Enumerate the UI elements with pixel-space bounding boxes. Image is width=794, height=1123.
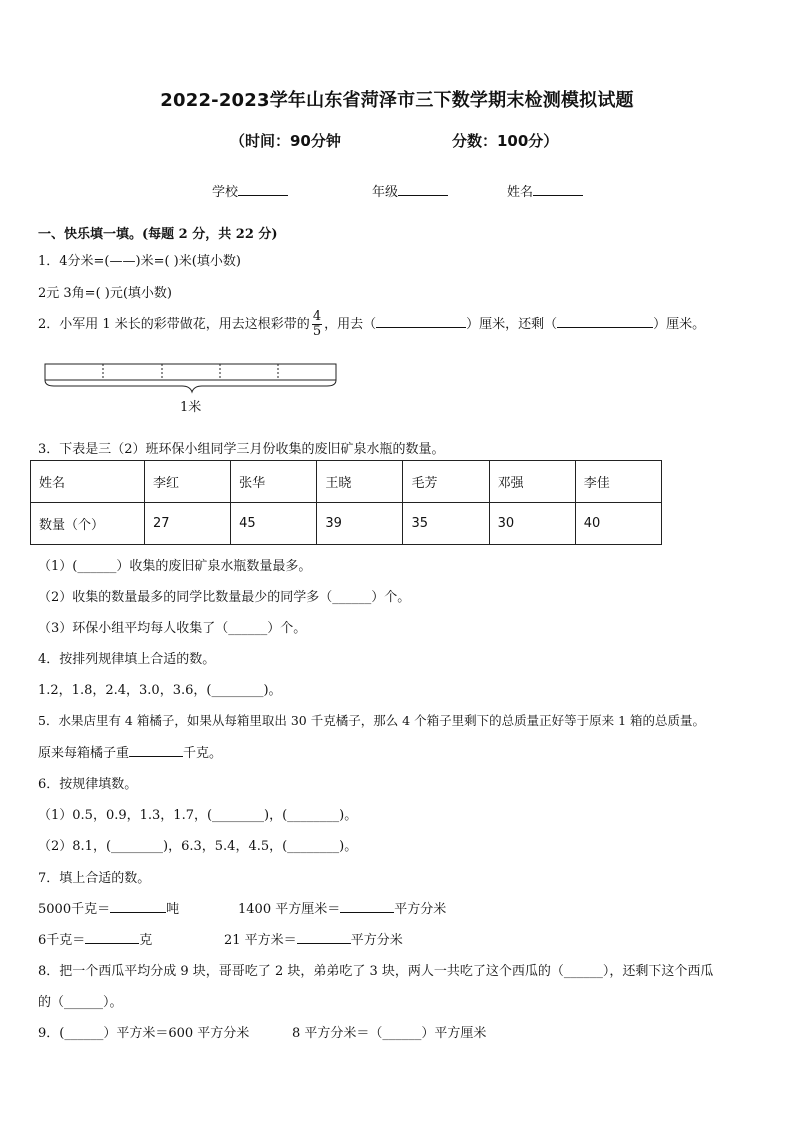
q4-line1: 4．按排列规律填上合适的数。 [38, 652, 216, 667]
table-row [31, 461, 662, 503]
name-blank[interactable] [533, 183, 583, 196]
ribbon-dividers [103, 364, 278, 380]
page-title: 2022-2023学年山东省菏泽市三下数学期末检测模拟试题 [160, 90, 634, 111]
table-cell: 姓名 [31, 461, 145, 503]
table-cell: 45 [231, 503, 317, 545]
q2-text-mid: ，用去（ [324, 317, 377, 332]
q2-blank-used[interactable] [376, 315, 466, 328]
fraction-numerator: 4 [312, 309, 322, 324]
q7-item-a [38, 898, 179, 917]
name-label: 姓名 [507, 185, 534, 200]
table-cell: 39 [317, 503, 403, 545]
table-cell: 30 [489, 503, 575, 545]
q2-text-after1: ）厘米，还剩（ [466, 317, 558, 332]
q7-d-unit: 平方分米 [350, 933, 403, 948]
fraction-denominator: 5 [312, 324, 322, 339]
school-field [212, 181, 288, 200]
school-blank[interactable] [238, 183, 288, 196]
ribbon-bar [45, 364, 336, 380]
q5-text-b: 千克。 [183, 746, 223, 761]
exam-score: 分数：100分） [452, 132, 559, 150]
q3-sub1: （1）(______）收集的废旧矿泉水瓶数量最多。 [38, 559, 312, 574]
q3-intro: 3．下表是三（2）班环保小组同学三月份收集的废旧矿泉水瓶的数量。 [38, 442, 445, 457]
section-heading: 一、快乐填一填。(每题 2 分，共 22 分) [38, 227, 278, 242]
q2-text-after2: ）厘米。 [653, 317, 706, 332]
q7-item-c [38, 929, 152, 948]
table-cell: 35 [403, 503, 489, 545]
q2-line [38, 310, 705, 339]
school-label: 学校 [212, 185, 239, 200]
table-row [31, 503, 662, 545]
q7-item-d [224, 929, 403, 948]
bottle-table [30, 460, 662, 545]
q7-d-text: 21 平方米＝ [224, 933, 297, 948]
q3-sub3: （3）环保小组平均每人收集了（______）个。 [38, 621, 307, 636]
q7-line1: 7．填上合适的数。 [38, 871, 151, 886]
q3-sub2: （2）收集的数量最多的同学比数量最少的同学多（______）个。 [38, 590, 411, 605]
q7-c-blank[interactable] [85, 931, 139, 944]
q9-part-b: 8 平方分米＝（______）平方厘米 [292, 1026, 487, 1041]
q2-text-before: 2．小军用 1 米长的彩带做花，用去这根彩带的 [38, 317, 310, 332]
table-cell: 李红 [145, 461, 231, 503]
q7-b-text: 1400 平方厘米＝ [238, 902, 341, 917]
table-cell: 27 [145, 503, 231, 545]
q7-d-blank[interactable] [297, 931, 351, 944]
exam-time: （时间：90分钟 [230, 132, 341, 150]
q7-c-text: 6千克＝ [38, 933, 86, 948]
q8-line1: 8．把一个西瓜平均分成 9 块，哥哥吃了 2 块，弟弟吃了 3 块，两人一共吃了这个西瓜的（______），还剩下这个西瓜 [38, 964, 714, 979]
table-cell: 毛芳 [403, 461, 489, 503]
q7-a-unit: 吨 [166, 902, 180, 917]
q7-c-unit: 克 [139, 933, 153, 948]
table-cell: 张华 [231, 461, 317, 503]
grade-label: 年级 [372, 185, 399, 200]
table-cell: 王晓 [317, 461, 403, 503]
q4-line2: 1.2，1.8，2.4，3.0，3.6，(________)。 [38, 683, 282, 698]
q1-line2: 2元 3角=( )元(填小数) [38, 286, 172, 301]
table-cell: 邓强 [489, 461, 575, 503]
q6-line2: （1）0.5，0.9，1.3，1.7，(________)，(________)。 [38, 808, 358, 823]
q9-part-a: 9．(______）平方米＝600 平方分米 [38, 1026, 250, 1041]
name-field [507, 181, 583, 200]
ribbon-brace [45, 380, 336, 392]
q6-line1: 6．按规律填数。 [38, 777, 138, 792]
q2-blank-left[interactable] [557, 315, 653, 328]
table-cell: 40 [575, 503, 661, 545]
q7-item-b [238, 898, 446, 917]
table-cell: 李佳 [575, 461, 661, 503]
q5-line2 [38, 742, 222, 761]
table-cell: 数量（个） [31, 503, 145, 545]
q5-blank[interactable] [129, 744, 183, 757]
q7-b-blank[interactable] [340, 900, 394, 913]
q8-line2: 的（______）。 [38, 995, 123, 1010]
q7-a-blank[interactable] [110, 900, 166, 913]
q1-line1: 1．4分米=(——)米=( )米(填小数) [38, 254, 241, 269]
fraction [312, 310, 322, 339]
q5-line1: 5．水果店里有 4 箱橘子，如果从每箱里取出 30 千克橘子，那么 4 个箱子里剩下的总质量正好等于原来 1 箱的总质量。 [38, 713, 706, 728]
grade-blank[interactable] [398, 183, 448, 196]
q7-b-unit: 平方分米 [394, 902, 447, 917]
q6-line3: （2）8.1，(________)，6.3，5.4，4.5，(________)。 [38, 839, 358, 854]
grade-field [372, 181, 448, 200]
q7-a-text: 5000千克＝ [38, 902, 111, 917]
q5-text-a: 原来每箱橘子重 [38, 746, 130, 761]
ribbon-length-label: 1米 [180, 400, 202, 415]
